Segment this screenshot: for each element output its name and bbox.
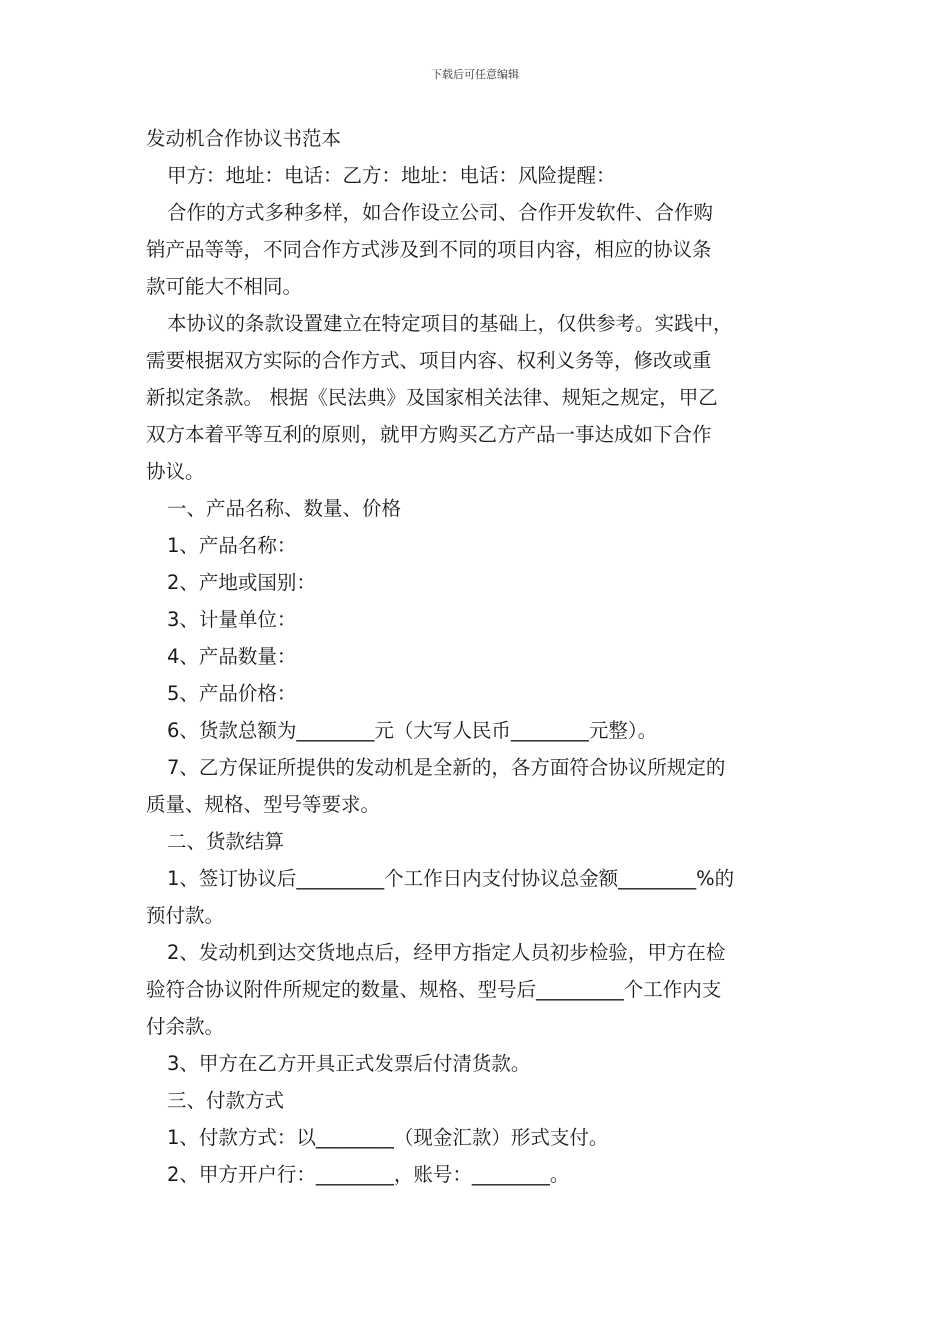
list-item: 3、甲方在乙方开具正式发票后付清货款。 (167, 1052, 531, 1075)
document-title: 发动机合作协议书范本 (146, 127, 342, 150)
paragraph-line: 协议。 (146, 460, 205, 483)
list-item: 3、计量单位： (167, 608, 297, 631)
list-item: 2、产地或国别： (167, 571, 316, 594)
paragraph-line: 销产品等等，不同合作方式涉及到不同的项目内容，相应的协议条 (146, 238, 712, 261)
section-heading: 二、货款结算 (167, 830, 285, 853)
paragraph-line: 新拟定条款。 根据《民法典》及国家相关法律、规矩之规定，甲乙 (146, 386, 718, 409)
list-item: 2、甲方开户行：________，账号：________。 (167, 1163, 570, 1186)
page-header: 下载后可任意编辑 (431, 68, 519, 81)
paragraph-line: 本协议的条款设置建立在特定项目的基础上，仅供参考。实践中， (167, 312, 733, 335)
list-item: 1、产品名称： (167, 534, 297, 557)
list-item: 7、乙方保证所提供的发动机是全新的，各方面符合协议所规定的 (167, 756, 726, 779)
parties-line: 甲方：地址：电话：乙方：地址：电话：风险提醒： (167, 164, 616, 187)
list-item-continuation: 验符合协议附件所规定的数量、规格、型号后_________个工作内支 (146, 978, 722, 1001)
list-item: 1、签订协议后_________个工作日内支付协议总金额________%的 (167, 867, 735, 890)
paragraph-line: 需要根据双方实际的合作方式、项目内容、权利义务等，修改或重 (146, 349, 712, 372)
list-item-continuation: 质量、规格、型号等要求。 (146, 793, 381, 816)
document-body (146, 120, 816, 1193)
paragraph-line: 合作的方式多种多样，如合作设立公司、合作开发软件、合作购 (167, 201, 714, 224)
section-heading: 一、产品名称、数量、价格 (167, 497, 402, 520)
list-item: 2、发动机到达交货地点后，经甲方指定人员初步检验，甲方在检 (167, 941, 726, 964)
list-item: 1、付款方式：以________（现金汇款）形式支付。 (167, 1126, 609, 1149)
list-item: 4、产品数量： (167, 645, 297, 668)
list-item: 6、货款总额为________元（大写人民币________元整）。 (167, 719, 658, 742)
section-heading: 三、付款方式 (167, 1089, 285, 1112)
list-item-continuation: 付余款。 (146, 1015, 225, 1038)
paragraph-line: 款可能大不相同。 (146, 275, 303, 298)
list-item: 5、产品价格： (167, 682, 297, 705)
paragraph-line: 双方本着平等互利的原则，就甲方购买乙方产品一事达成如下合作 (146, 423, 712, 446)
list-item-continuation: 预付款。 (146, 904, 225, 927)
